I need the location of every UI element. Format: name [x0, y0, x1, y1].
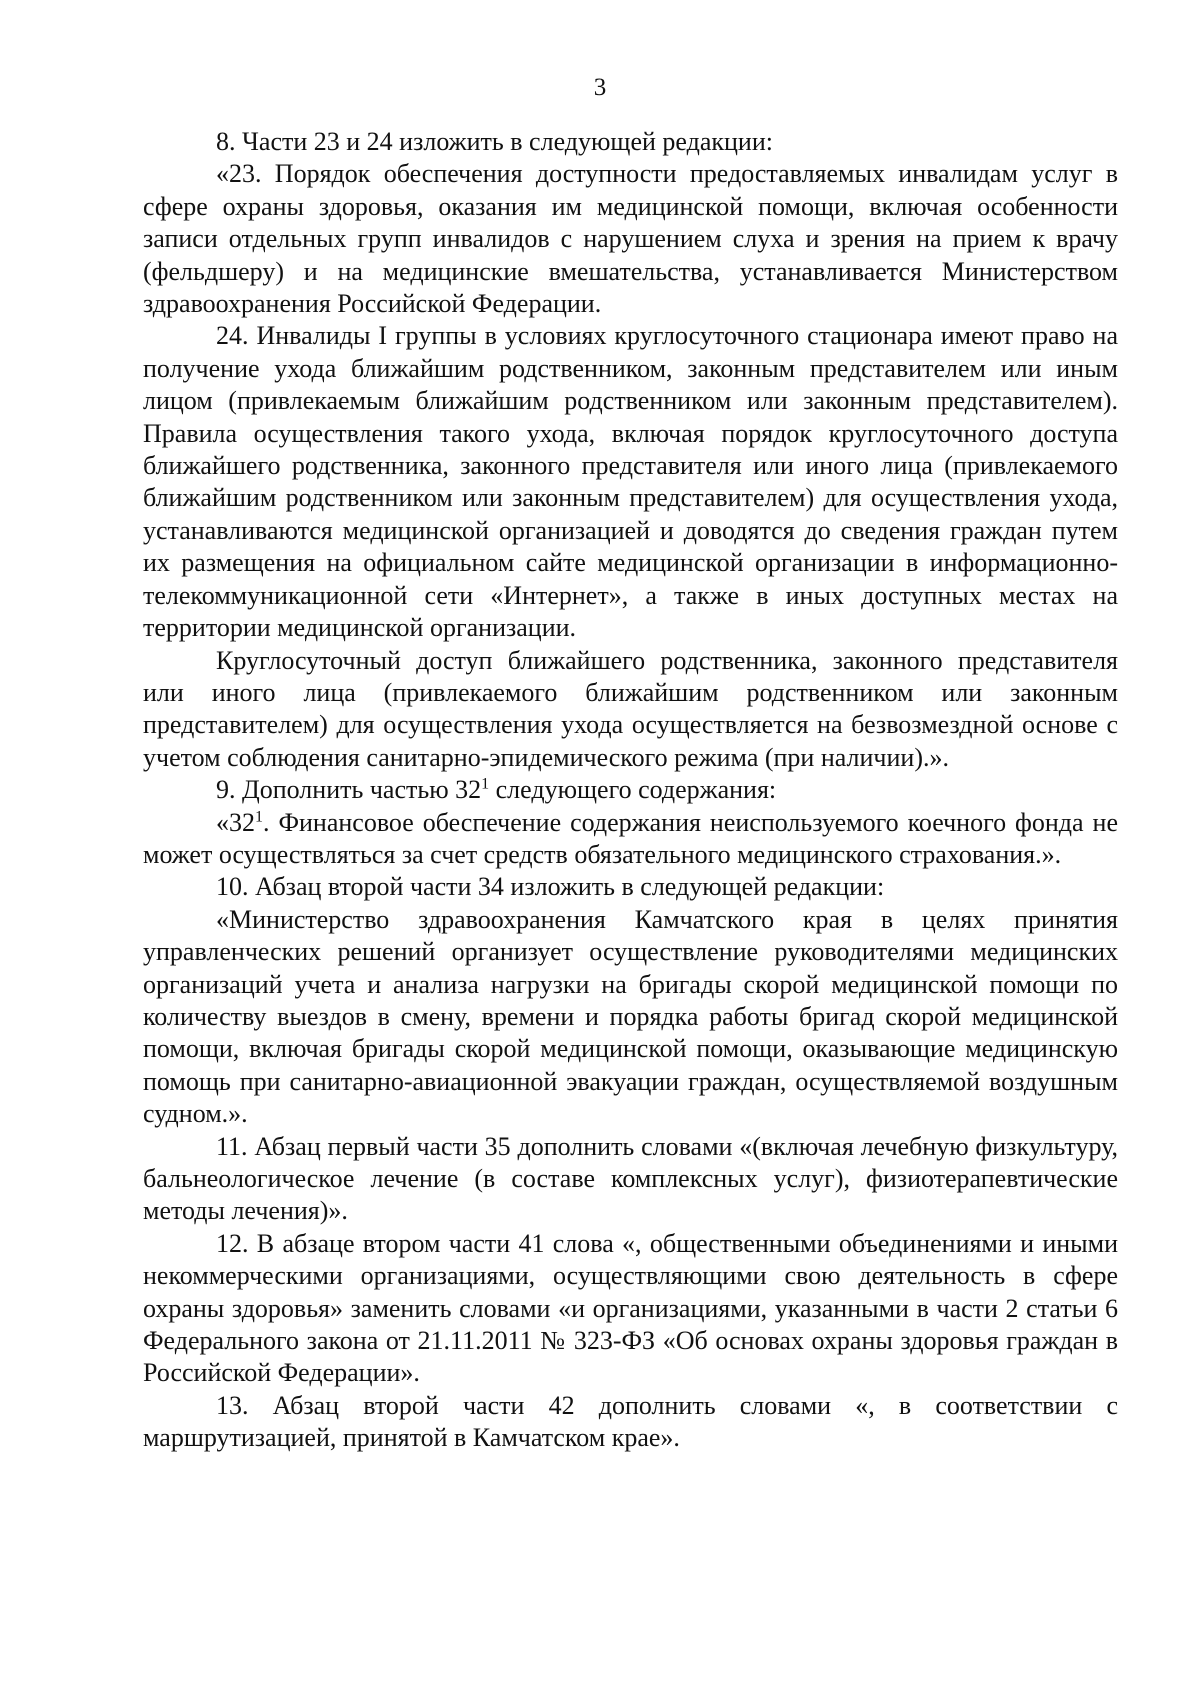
- superscript-index: 1: [255, 807, 263, 825]
- paragraph-item-9-text: 9. Дополнить частью 32: [216, 775, 482, 805]
- paragraph-item-12: 12. В абзаце втором части 41 слова «, общественными объединениями и иными некоммерческими организациями, осуществляющими свою деятельность в сфере охраны здоровья» заменить словами «и организациями, указанными в части 2 статьи 6 Федерального закона от 21.11.2011 № 323-ФЗ «Об основах охраны здоровья граждан в Российской Федерации».: [143, 1228, 1118, 1388]
- paragraph-part-24: 24. Инвалиды I группы в условиях круглосуточного стационара имеют право на получение ухода ближайшим родственником, законным представителем или иным лицом (привлекаемым ближайшим родственником или законным представителем). Правила осуществления такого ухода, включая порядок круглосуточного доступа ближайшего родственника, законного представителя или иного лица (привлекаемого ближайшим родственником или законным представителем) для осуществления ухода, устанавливаются медицинской организацией и доводятся до сведения граждан путем их размещения на официальном сайте медицинской организации в информационно-телекоммуникационной сети «Интернет», а также в иных доступных местах на территории медицинской организации.: [143, 321, 1118, 643]
- paragraph-ministry-quote: «Министерство здравоохранения Камчатского края в целях принятия управленческих решений организует осуществление руководителями медицинских организаций учета и анализа нагрузки на бригады скорой медицинской помощи по количеству выездов в смену, времени и порядка работы бригад скорой медицинской помощи, включая бригады скорой медицинской помощи, оказывающие медицинскую помощь при санитарно-авиационной эвакуации граждан, осуществляемой воздушным судном.».: [143, 904, 1118, 1129]
- paragraph-item-8: 8. Части 23 и 24 изложить в следующей редакции:: [216, 127, 773, 156]
- document-body: [143, 126, 1118, 1455]
- paragraph-part-32-1-text: «32: [216, 807, 255, 837]
- paragraph-item-10: 10. Абзац второй части 34 изложить в следующей редакции:: [216, 872, 885, 902]
- paragraph-item-11: 11. Абзац первый части 35 дополнить словами «(включая лечебную физкультуру, бальнеологическое лечение (в составе комплексных услуг), физиотерапевтические методы лечения)».: [143, 1131, 1118, 1226]
- paragraph-item-9: [143, 774, 1118, 806]
- paragraph-item-9-text-end: следующего содержания:: [489, 775, 777, 805]
- paragraph-part-32-1-text-end: . Финансовое обеспечение содержания неиспользуемого коечного фонда не может осуществляться за счет средств обязательного медицинского страхования.».: [143, 807, 1118, 869]
- page-number: 3: [593, 74, 607, 101]
- paragraph-part-23: «23. Порядок обеспечения доступности предоставляемых инвалидам услуг в сфере охраны здоровья, оказания им медицинской помощи, включая особенности записи отдельных групп инвалидов с нарушением слуха и зрения на прием к врачу (фельдшеру) и на медицинские вмешательства, устанавливается Министерством здравоохранения Российской Федерации.: [143, 159, 1118, 319]
- superscript-index: 1: [481, 775, 490, 793]
- paragraph-part-32-1: [143, 807, 1118, 872]
- paragraph-round-the-clock-access: Круглосуточный доступ ближайшего родственника, законного представителя или иного лица (привлекаемого ближайшим родственником или законным представителем) для осуществления ухода осуществляется на безвозмездной основе с учетом соблюдения санитарно-эпидемического режима (при наличии).».: [143, 645, 1118, 772]
- paragraph-item-13: 13. Абзац второй части 42 дополнить словами «, в соответствии с маршрутизацией, принятой в Камчатском крае».: [143, 1390, 1118, 1453]
